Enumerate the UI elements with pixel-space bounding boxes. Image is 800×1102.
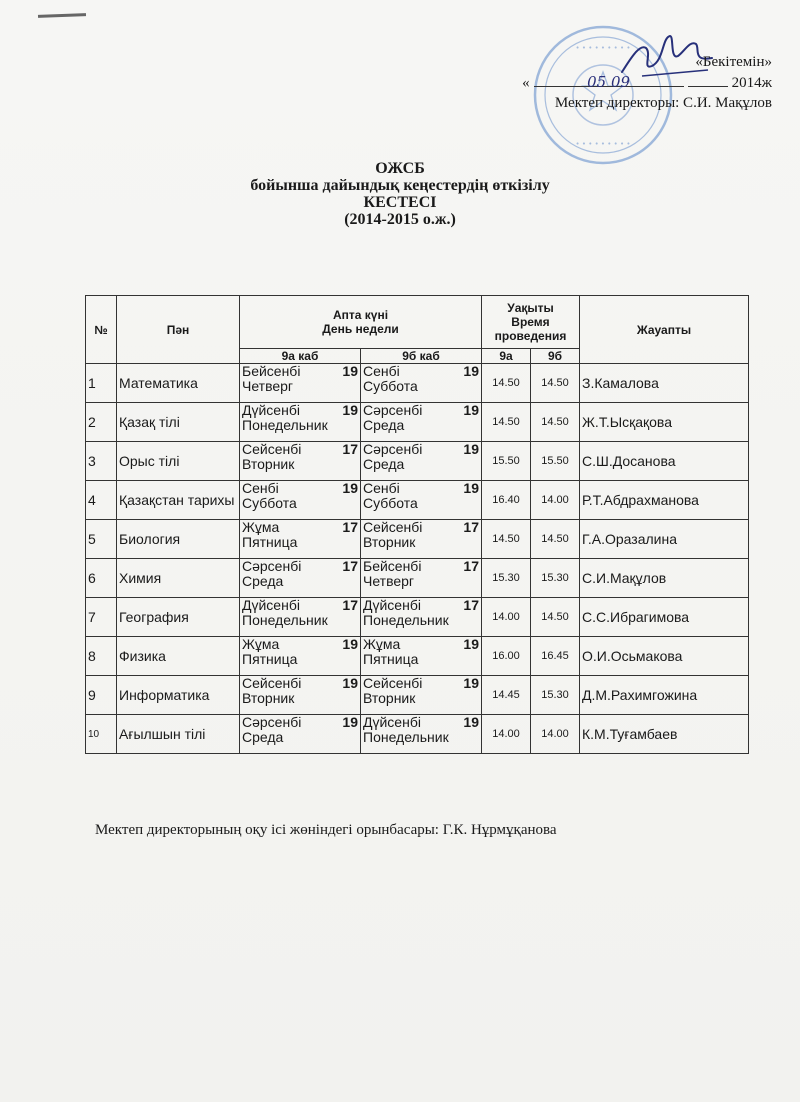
header-time-kz: Уақыты (507, 301, 554, 315)
row-time-9b: 15.30 (531, 559, 580, 598)
row-number: 8 (86, 637, 117, 676)
day-ru: Пятница (242, 534, 298, 550)
day-kz: Сенбі (363, 480, 400, 496)
date-open-quote: « (522, 75, 530, 91)
row-time-9b: 15.50 (531, 442, 580, 481)
row-time-9a: 15.50 (482, 442, 531, 481)
row-time-9a: 16.00 (482, 637, 531, 676)
row-time-9a: 14.50 (482, 364, 531, 403)
day-kz: Бейсенбі (242, 363, 301, 379)
day-ru: Четверг (363, 573, 415, 589)
day-ru: Среда (363, 456, 405, 472)
day-ru: Четверг (242, 378, 294, 394)
row-number: 7 (86, 598, 117, 637)
row-responsible: Д.М.Рахимгожина (580, 676, 749, 715)
row-responsible: З.Камалова (580, 364, 749, 403)
day-grade: 17 (342, 519, 358, 535)
day-ru: Вторник (242, 690, 295, 706)
row-day-9a (240, 403, 361, 442)
handwritten-date: 05 09 (534, 72, 684, 87)
row-time-9b: 14.50 (531, 598, 580, 637)
row-subject: Қазақстан тарихы (117, 481, 240, 520)
row-day-9a (240, 559, 361, 598)
row-time-9a: 14.45 (482, 676, 531, 715)
row-time-9b: 14.50 (531, 364, 580, 403)
row-number: 2 (86, 403, 117, 442)
row-day-9a (240, 364, 361, 403)
date-blank (688, 72, 728, 87)
row-time-9b: 14.50 (531, 520, 580, 559)
row-time-9a: 14.50 (482, 403, 531, 442)
table-header-row (86, 296, 749, 349)
header-num: № (86, 296, 117, 364)
day-grade: 17 (463, 558, 479, 574)
table-row (86, 442, 749, 481)
schedule-table (85, 295, 749, 754)
day-kz: Сәрсенбі (242, 714, 302, 730)
day-grade: 17 (342, 597, 358, 613)
day-grade: 17 (342, 441, 358, 457)
day-ru: Пятница (363, 651, 419, 667)
svg-text:• • • • • • • • •: • • • • • • • • • (575, 140, 631, 148)
table-row (86, 637, 749, 676)
row-number: 6 (86, 559, 117, 598)
day-ru: Вторник (242, 456, 295, 472)
day-grade: 17 (463, 519, 479, 535)
day-grade: 19 (342, 402, 358, 418)
row-subject: Физика (117, 637, 240, 676)
header-responsible: Жауапты (580, 296, 749, 364)
row-number: 10 (86, 715, 117, 754)
row-number: 3 (86, 442, 117, 481)
row-responsible: Ж.Т.Ысқақова (580, 403, 749, 442)
day-ru: Пятница (242, 651, 298, 667)
day-grade: 19 (463, 636, 479, 652)
row-subject: Қазақ тілі (117, 403, 240, 442)
row-number: 4 (86, 481, 117, 520)
day-grade: 19 (342, 714, 358, 730)
header-subject: Пән (117, 296, 240, 364)
day-ru: Вторник (363, 534, 416, 550)
row-day-9a (240, 520, 361, 559)
row-day-9a (240, 715, 361, 754)
row-day-9b (361, 637, 482, 676)
row-day-9b (361, 364, 482, 403)
day-grade: 19 (463, 402, 479, 418)
row-responsible: О.И.Осьмакова (580, 637, 749, 676)
day-grade: 17 (463, 597, 479, 613)
day-grade: 19 (463, 363, 479, 379)
header-time-a: 9а (482, 349, 531, 364)
day-grade: 19 (342, 675, 358, 691)
row-responsible: С.С.Ибрагимова (580, 598, 749, 637)
row-day-9b (361, 481, 482, 520)
day-kz: Сәрсенбі (242, 558, 302, 574)
deputy-director-line: Мектеп директорының оқу ісі жөніндегі орынбасары: Г.К. Нұрмұқанова (95, 822, 557, 838)
day-grade: 17 (342, 558, 358, 574)
row-number: 1 (86, 364, 117, 403)
day-kz: Сейсенбі (242, 675, 302, 691)
table-row (86, 715, 749, 754)
header-time (482, 296, 580, 349)
title-line-4: (2014-2015 о.ж.) (344, 211, 456, 228)
row-time-9b: 16.45 (531, 637, 580, 676)
day-kz: Сенбі (363, 363, 400, 379)
row-time-9b: 14.00 (531, 715, 580, 754)
header-class-a: 9а каб (240, 349, 361, 364)
approval-block (472, 52, 772, 113)
title-line-3: КЕСТЕСІ (363, 194, 437, 211)
day-grade: 19 (463, 480, 479, 496)
day-kz: Бейсенбі (363, 558, 422, 574)
day-kz: Дүйсенбі (363, 597, 421, 613)
row-subject: Орыс тілі (117, 442, 240, 481)
day-ru: Среда (242, 729, 284, 745)
year-suffix: 2014ж (731, 75, 772, 91)
scan-artifact (38, 13, 86, 18)
day-kz: Дүйсенбі (242, 597, 300, 613)
day-ru: Понедельник (242, 612, 328, 628)
document-title (0, 160, 800, 228)
row-time-9a: 15.30 (482, 559, 531, 598)
day-kz: Дүйсенбі (242, 402, 300, 418)
director-line: Мектеп директоры: С.И. Мақұлов (554, 95, 772, 111)
day-kz: Сейсенбі (363, 675, 423, 691)
row-time-9a: 14.00 (482, 715, 531, 754)
day-grade: 19 (463, 714, 479, 730)
row-subject: Ағылшын тілі (117, 715, 240, 754)
row-time-9a: 16.40 (482, 481, 531, 520)
row-day-9b (361, 715, 482, 754)
row-day-9a (240, 481, 361, 520)
header-time-b: 9б (531, 349, 580, 364)
day-grade: 19 (342, 363, 358, 379)
row-day-9b (361, 559, 482, 598)
row-day-9a (240, 442, 361, 481)
table-row (86, 364, 749, 403)
row-subject: География (117, 598, 240, 637)
header-class-b: 9б каб (361, 349, 482, 364)
row-day-9a (240, 598, 361, 637)
table-row (86, 403, 749, 442)
row-subject: Химия (117, 559, 240, 598)
day-grade: 19 (342, 480, 358, 496)
day-grade: 19 (463, 675, 479, 691)
table-row (86, 481, 749, 520)
row-subject: Математика (117, 364, 240, 403)
title-line-2: бойынша дайындық кеңестердің өткізілу (250, 177, 550, 194)
table-row (86, 598, 749, 637)
day-kz: Сейсенбі (363, 519, 423, 535)
day-grade: 19 (342, 636, 358, 652)
row-day-9b (361, 676, 482, 715)
day-ru: Понедельник (363, 729, 449, 745)
day-ru: Вторник (363, 690, 416, 706)
day-ru: Понедельник (363, 612, 449, 628)
day-kz: Жұма (242, 519, 280, 535)
day-kz: Дүйсенбі (363, 714, 421, 730)
day-grade: 19 (463, 441, 479, 457)
approval-date-line (472, 72, 772, 93)
header-weekday-ru: День недели (322, 322, 399, 336)
day-kz: Сәрсенбі (363, 402, 423, 418)
day-ru: Суббота (242, 495, 297, 511)
row-day-9a (240, 676, 361, 715)
day-ru: Суббота (363, 378, 418, 394)
row-number: 9 (86, 676, 117, 715)
day-kz: Жұма (363, 636, 401, 652)
table-row (86, 559, 749, 598)
row-day-9a (240, 637, 361, 676)
header-weekday-kz: Апта күні (332, 308, 389, 322)
title-line-1: ОЖСБ (375, 160, 425, 177)
row-time-9b: 15.30 (531, 676, 580, 715)
row-day-9b (361, 520, 482, 559)
row-time-9b: 14.00 (531, 481, 580, 520)
table-row (86, 520, 749, 559)
day-kz: Жұма (242, 636, 280, 652)
row-time-9b: 14.50 (531, 403, 580, 442)
svg-text:• • • • • • • • •: • • • • • • • • • (575, 44, 631, 52)
approval-header: «Бекітемін» (695, 54, 772, 70)
day-ru: Понедельник (242, 417, 328, 433)
day-kz: Сәрсенбі (363, 441, 423, 457)
day-ru: Среда (363, 417, 405, 433)
row-day-9b (361, 598, 482, 637)
row-responsible: Г.А.Оразалина (580, 520, 749, 559)
row-subject: Информатика (117, 676, 240, 715)
day-ru: Среда (242, 573, 284, 589)
day-kz: Сенбі (242, 480, 279, 496)
header-time-ru: Время проведения (494, 315, 567, 343)
row-time-9a: 14.00 (482, 598, 531, 637)
header-weekday (240, 296, 482, 349)
row-responsible: С.Ш.Досанова (580, 442, 749, 481)
row-responsible: С.И.Мақұлов (580, 559, 749, 598)
row-responsible: К.М.Туғамбаев (580, 715, 749, 754)
row-subject: Биология (117, 520, 240, 559)
row-day-9b (361, 403, 482, 442)
row-time-9a: 14.50 (482, 520, 531, 559)
table-row (86, 676, 749, 715)
row-day-9b (361, 442, 482, 481)
row-responsible: Р.Т.Абдрахманова (580, 481, 749, 520)
day-kz: Сейсенбі (242, 441, 302, 457)
row-number: 5 (86, 520, 117, 559)
day-ru: Суббота (363, 495, 418, 511)
